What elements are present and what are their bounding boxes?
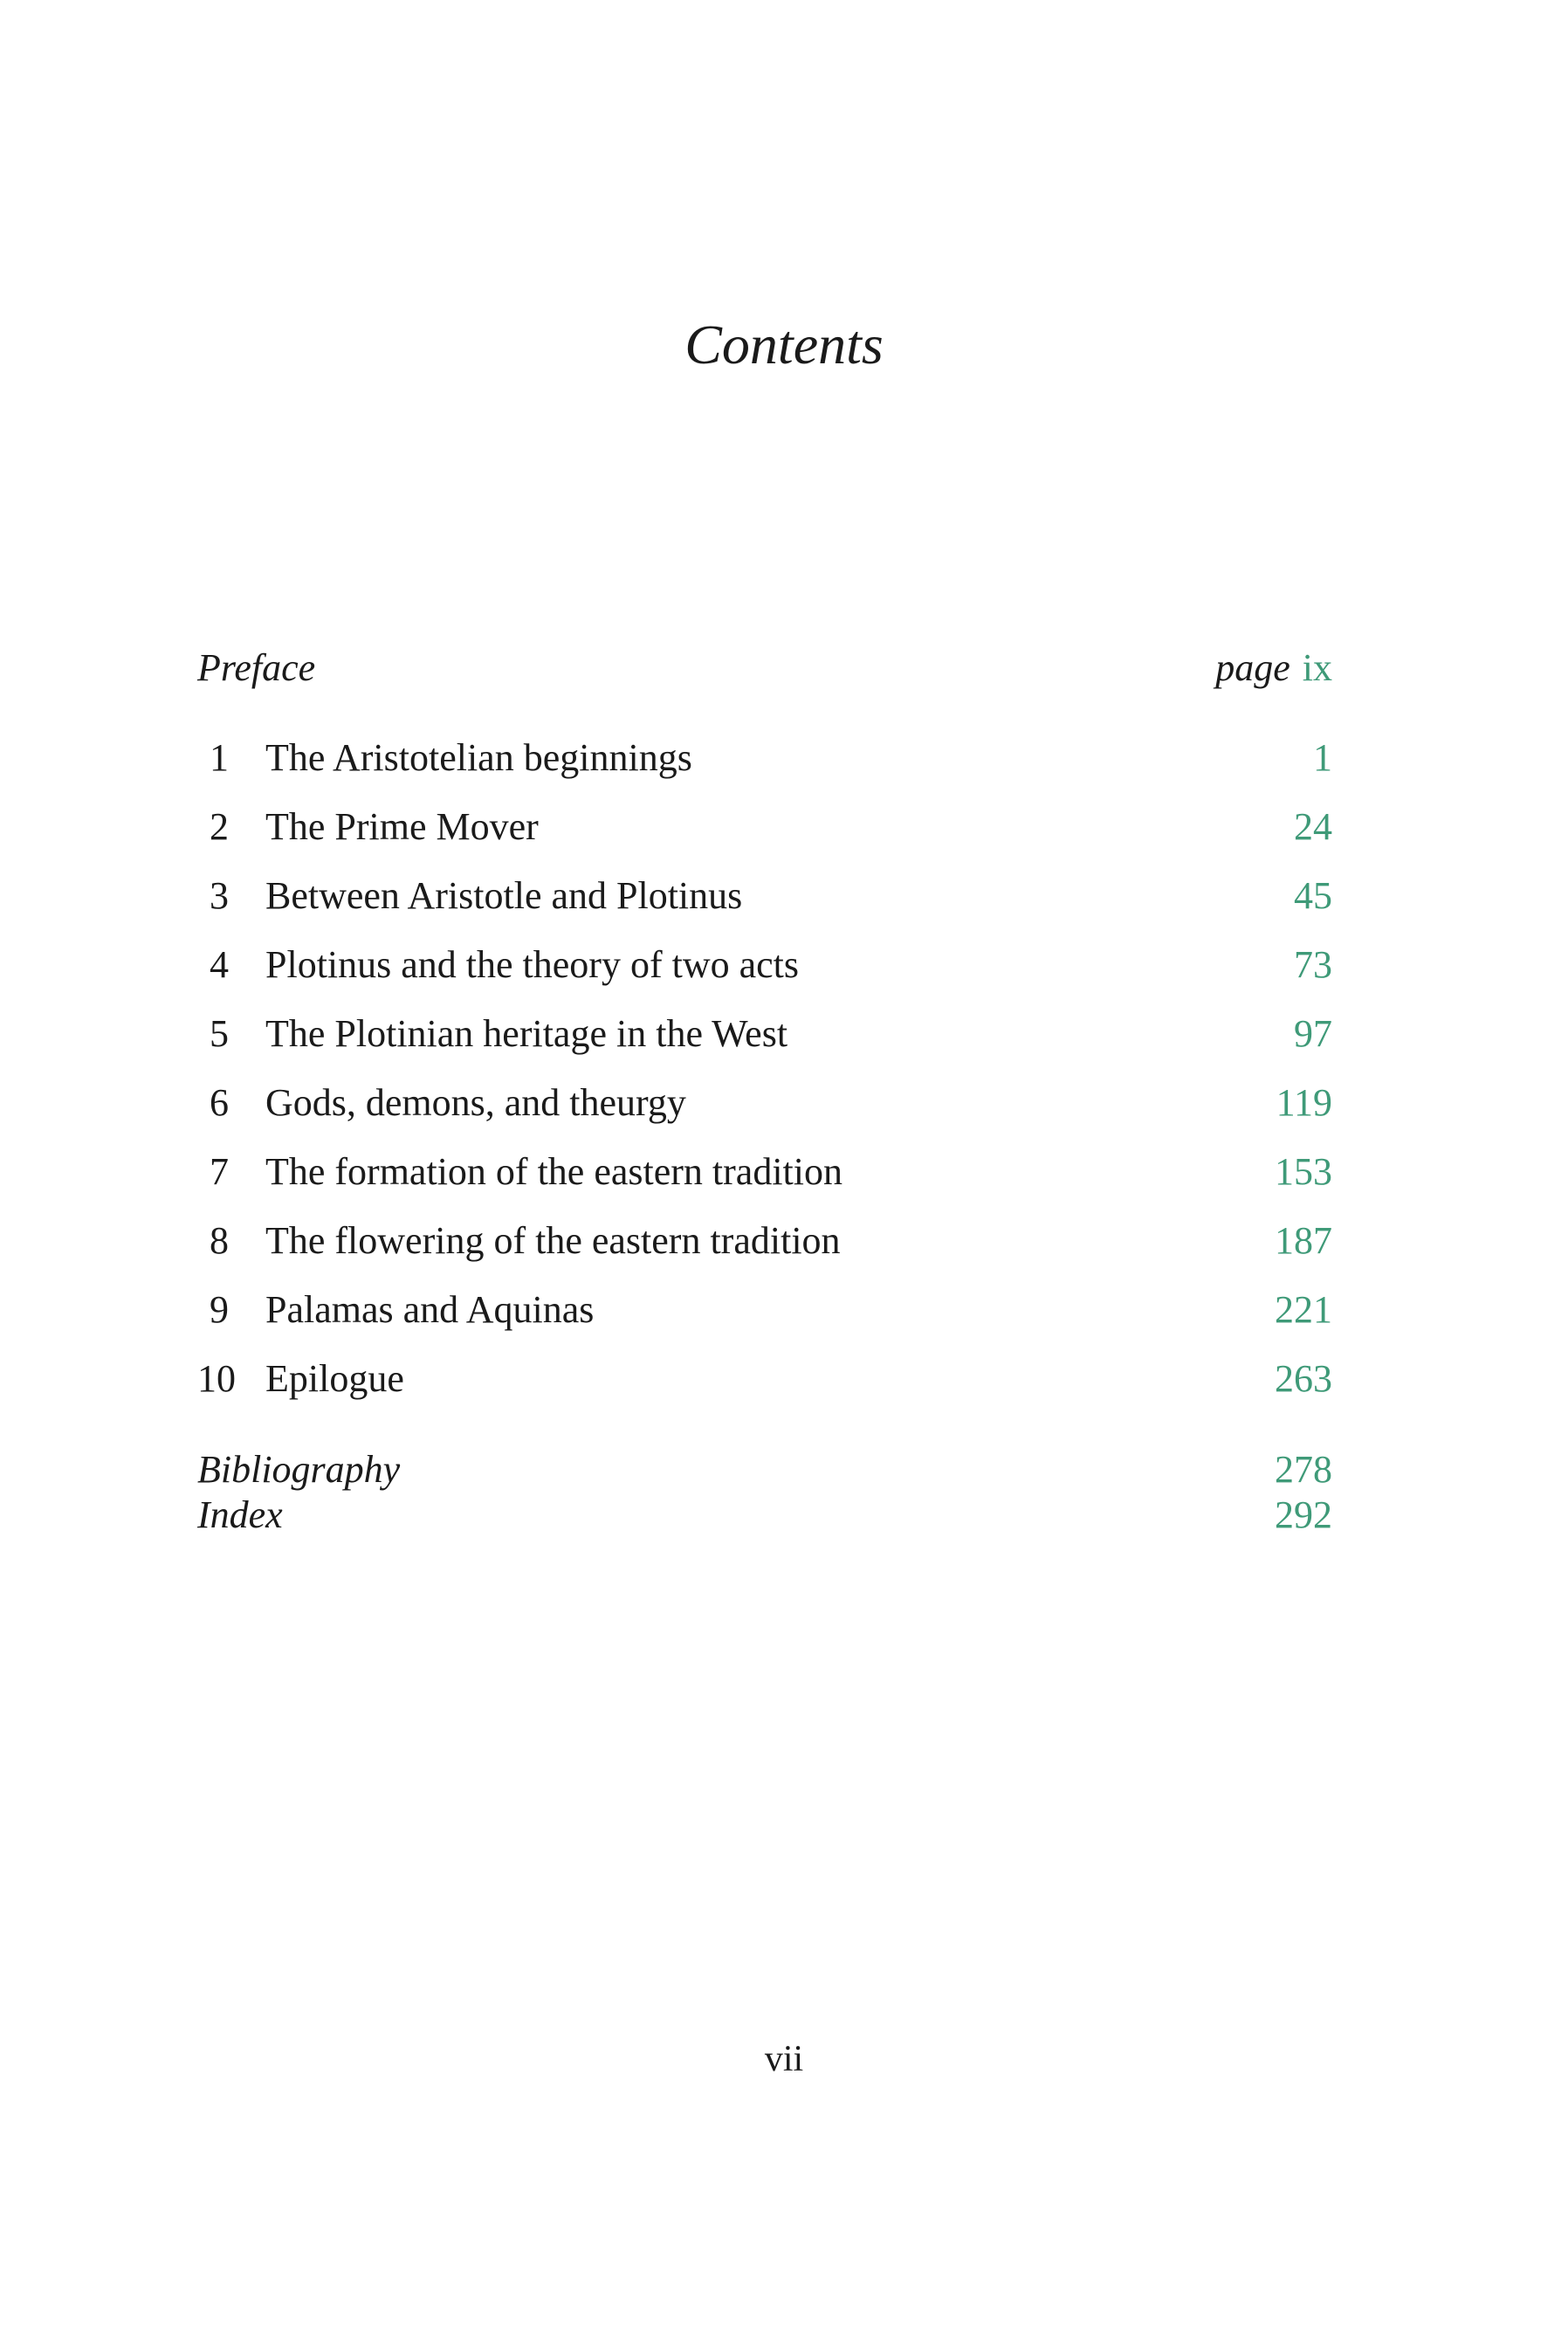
chapter-number: 7 <box>210 1150 229 1193</box>
toc-entry-chapter[interactable] <box>197 1141 1332 1203</box>
toc-entry-page: 292 <box>1275 1493 1332 1536</box>
chapter-page: 1 <box>1313 736 1332 779</box>
page-folio: vii <box>764 2039 804 2079</box>
chapter-number: 1 <box>210 736 229 779</box>
toc-entry-page <box>1215 638 1332 699</box>
toc-entry-page: 278 <box>1275 1448 1332 1491</box>
chapter-page: 73 <box>1294 943 1332 986</box>
chapter-number: 6 <box>210 1081 229 1124</box>
toc-entry-chapter[interactable] <box>197 727 1332 789</box>
chapter-number: 9 <box>210 1288 229 1331</box>
toc-entry-label: Preface <box>197 646 316 689</box>
chapter-page: 24 <box>1294 805 1332 848</box>
chapter-page: 97 <box>1294 1012 1332 1055</box>
toc-entry-label: Bibliography <box>197 1448 401 1491</box>
toc-entry-chapter[interactable] <box>197 1279 1332 1341</box>
page-number: ix <box>1302 646 1332 689</box>
chapter-page: 153 <box>1275 1150 1332 1193</box>
toc-entry-index[interactable] <box>197 1485 1332 1546</box>
chapter-title: Gods, demons, and theurgy <box>265 1081 686 1124</box>
chapter-number: 4 <box>210 943 229 986</box>
chapter-number: 3 <box>210 874 229 917</box>
chapter-title: Plotinus and the theory of two acts <box>265 943 800 986</box>
chapter-page: 263 <box>1275 1357 1332 1400</box>
toc-entry-chapter[interactable] <box>197 865 1332 927</box>
chapter-title: Epilogue <box>265 1357 404 1400</box>
toc-entry-label: Index <box>197 1493 283 1536</box>
chapter-title: The Aristotelian beginnings <box>265 736 692 779</box>
toc-entry-chapter[interactable] <box>197 1210 1332 1272</box>
chapter-number: 8 <box>210 1219 229 1262</box>
chapter-title: The Plotinian heritage in the West <box>265 1012 788 1055</box>
toc-entry-chapter[interactable] <box>197 1072 1332 1134</box>
chapter-number: 10 <box>197 1357 236 1400</box>
chapter-number: 5 <box>210 1012 229 1055</box>
chapter-title: The flowering of the eastern tradition <box>265 1219 841 1262</box>
chapter-title: The formation of the eastern tradition <box>265 1150 842 1193</box>
chapter-page: 187 <box>1275 1219 1332 1262</box>
chapter-page: 45 <box>1294 874 1332 917</box>
chapter-number: 2 <box>210 805 229 848</box>
chapter-title: Between Aristotle and Plotinus <box>265 874 743 917</box>
toc-entry-chapter[interactable] <box>197 796 1332 858</box>
chapter-page: 221 <box>1275 1288 1332 1331</box>
page-title: Contents <box>684 314 884 376</box>
page-word: page <box>1215 646 1290 689</box>
chapter-title: The Prime Mover <box>265 805 539 848</box>
toc-entry-chapter[interactable] <box>197 934 1332 996</box>
chapter-page: 119 <box>1276 1081 1332 1124</box>
chapter-title: Palamas and Aquinas <box>265 1288 595 1331</box>
toc-entry-chapter[interactable] <box>197 1003 1332 1065</box>
toc-entry-preface[interactable] <box>197 638 1332 699</box>
toc-entry-chapter[interactable] <box>197 1348 1332 1410</box>
